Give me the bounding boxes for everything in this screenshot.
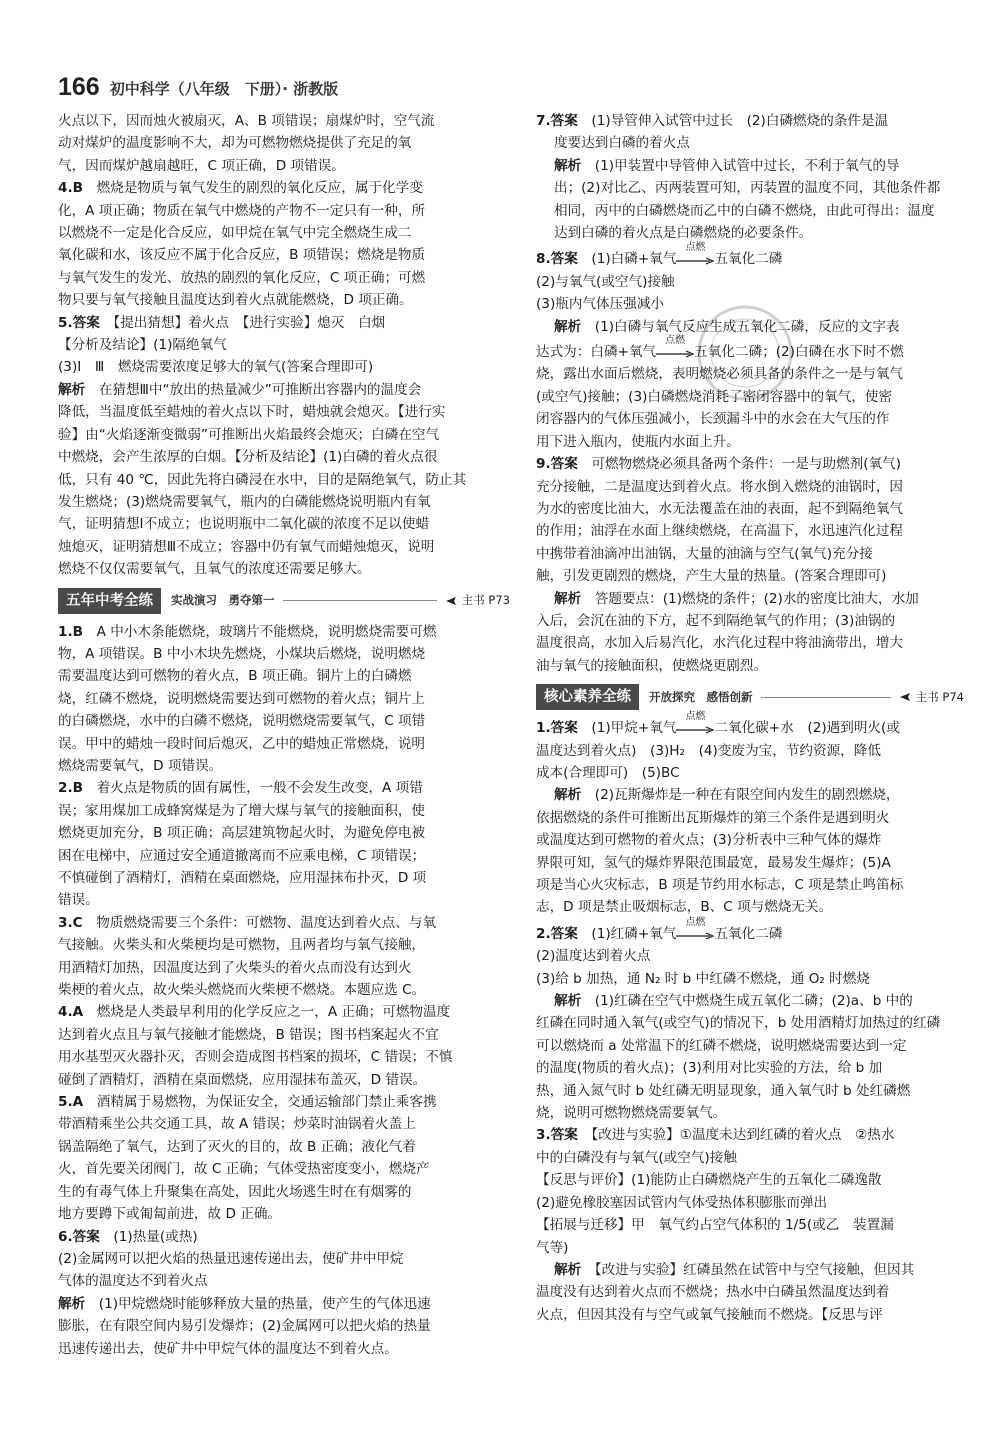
section-title: 五年中考全练 xyxy=(58,588,161,614)
text-line: 依据燃烧的条件可推断出瓦斯爆炸的第三个条件是遇到明火 xyxy=(536,809,890,826)
text-line: 红磷在同时通入氧气(或空气)的情况下，b 处用酒精灯加热过的红磷 xyxy=(536,1015,941,1032)
analysis-label: 解析 xyxy=(554,318,582,335)
answer-number: 6.答案 xyxy=(58,1228,100,1245)
text-line: 答题要点：(1)燃烧的条件；(2)水的密度比油大，水加 xyxy=(594,590,919,607)
equation-reactants: (1)甲烷+氧气 xyxy=(591,720,677,737)
text-line: 低，只有 40 ℃，因此先将白磷浸在水中，目的是隔绝氧气，防止其 xyxy=(58,471,467,488)
text-line: 入后，会沉在油的下方，起不到隔绝氧气的作用；(3)油锅的 xyxy=(536,612,896,629)
text-line: 度要达到白磷的着火点 xyxy=(554,135,690,152)
text-line: 物，A 项错误。B 中小木块先燃烧，小煤块后燃烧，说明燃烧 xyxy=(58,645,426,662)
answer-5 xyxy=(58,312,510,581)
reaction-condition: 点燃 xyxy=(665,335,686,347)
text-line: 出；(2)对比乙、丙两装置可知，丙装置的温度不同，其他条件都 xyxy=(554,180,941,197)
text-line: 温度没有达到着火点而不燃烧；热水中白磷虽然温度达到着 xyxy=(536,1284,890,1301)
analysis-label: 解析 xyxy=(554,787,582,804)
answer-number: 5.A xyxy=(58,1094,84,1111)
text-line: (3)Ⅰ Ⅲ 燃烧需要浓度足够大的氧气(答案合理即可) xyxy=(58,359,374,376)
text-line: (或空气)接触；(3)白磷燃烧消耗了密闭容器中的氧气，使密 xyxy=(536,388,893,405)
answer-number: 4.A xyxy=(58,1004,84,1021)
text-line: A 中小木条能燃烧，玻璃片不能燃烧，说明燃烧需要可燃 xyxy=(96,623,437,640)
answer-number: 8.答案 xyxy=(536,251,578,268)
core-answer-1 xyxy=(536,711,964,919)
text-line: 【分析及结论】(1)隔绝氧气 xyxy=(58,337,227,354)
exam-answer-1 xyxy=(58,621,510,778)
text-line: 误。甲中的蜡烛一段时间后熄灭，乙中的蜡烛正常燃烧，说明 xyxy=(58,735,426,752)
equation-products: 五氧化二磷 xyxy=(714,925,783,942)
text-line: 与氧气发生的发光、放热的剧烈的氧化反应，C 项正确；可燃 xyxy=(58,269,426,286)
section-subtitle: 开放探究 感悟创新 xyxy=(649,689,753,704)
section-divider xyxy=(283,600,437,601)
text-line: 错误。 xyxy=(58,892,99,909)
text-line: 烧，红磷不燃烧，说明燃烧需要达到可燃物的着火点；铜片上 xyxy=(58,690,426,707)
text-line: 物质燃烧需要三个条件：可燃物、温度达到着火点、与氧 xyxy=(96,914,437,931)
page-number: 166 xyxy=(58,73,100,101)
text-line: 气体的温度达不到着火点 xyxy=(58,1273,208,1290)
pointer-arrow-icon xyxy=(899,692,913,702)
answer-number: 4.B xyxy=(58,180,83,197)
page-header xyxy=(58,70,958,100)
text-line: 需要温度达到可燃物的着火点，B 项正确。铜片上的白磷燃 xyxy=(58,668,412,685)
text-line: 用酒精灯加热，因温度达到了火柴头的着火点而没有达到火 xyxy=(58,959,412,976)
text-line: 燃烧不仅仅需要氧气，且氧气的浓度还需要足够大。 xyxy=(58,561,371,578)
text-line: 燃烧是人类最早利用的化学反应之一，A 正确；可燃物温度 xyxy=(96,1004,451,1021)
reaction-condition: 点燃 xyxy=(685,242,706,254)
text-line: 误；家用煤加工成蜂窝煤是为了增大煤与氧气的接触面积，使 xyxy=(58,802,426,819)
text-line: 的温度(物质的着火点)；(3)利用对比实验的方法，给 b 加 xyxy=(536,1060,883,1077)
text-line: 闭容器内的气体压强减小，长颈漏斗中的水会在大气压的作 xyxy=(536,411,890,428)
text-line: 【拓展与迁移】甲 氧气约占空气体积的 1/5(或乙 装置漏 xyxy=(536,1217,894,1234)
core-answer-2 xyxy=(536,916,964,1125)
answer-number: 2.答案 xyxy=(536,925,578,942)
answer-number: 9.答案 xyxy=(536,456,578,473)
text-line: 带酒精乘坐公共交通工具，故 A 错误；炒菜时油锅着火盖上 xyxy=(58,1116,416,1133)
text-line: 【改进与实验】①温度未达到红磷的着火点 ②热水 xyxy=(591,1127,895,1144)
text-line: 温度达到着火点) (3)H₂ (4)变废为宝，节约资源，降低 xyxy=(536,742,881,759)
text-line: 用下进入瓶内，使瓶内水面上升。 xyxy=(536,433,740,450)
book-title: 初中科学（八年级 下册）· 浙教版 xyxy=(109,80,339,98)
equation-reactants: (1)红磷+氧气 xyxy=(591,925,677,942)
text-line: 可燃物燃烧必须具备两个条件：一是与助燃剂(氧气) xyxy=(591,456,902,473)
text-line: 中携带着油滴冲出油锅，大量的油滴与空气(氧气)充分接 xyxy=(536,545,873,562)
text-line: 锅盖隔绝了氧气，达到了灭火的目的，故 B 正确；液化气着 xyxy=(58,1138,416,1155)
text-line: 志，D 项是禁止吸烟标志，B、C 项与燃烧无关。 xyxy=(536,899,833,916)
text-line: 达到白磷的着火点是白磷燃烧的必要条件。 xyxy=(554,225,813,242)
text-line: 发生燃烧；(3)燃烧需要氧气，瓶内的白磷能燃烧说明瓶内有氧 xyxy=(58,493,431,510)
section-reference xyxy=(445,589,510,611)
text-line: 烧，说明可燃物燃烧需要氧气。 xyxy=(536,1105,727,1122)
text-line: 达到着火点且与氧气接触才能燃烧，B 错误；图书档案起火不宜 xyxy=(58,1026,439,1043)
answer-number: 3.C xyxy=(58,914,83,931)
reference-text: 主书 P73 xyxy=(461,593,510,608)
reaction-arrow xyxy=(656,335,694,359)
text-line: 不慎碰倒了酒精灯，酒精在桌面燃烧，应用湿抹布扑灭，D 项 xyxy=(58,870,427,886)
reaction-condition: 点燃 xyxy=(685,711,706,723)
text-line: 界限可知，氢气的爆炸界限范围最宽，最易发生爆炸；(5)A xyxy=(536,854,891,871)
reaction-arrow xyxy=(676,242,714,266)
text-line: 困在电梯中，应通过安全通道撤离而不应乘电梯，C 项错误； xyxy=(58,847,426,864)
equation-products: 五氧化二磷 xyxy=(714,251,783,268)
text-line: (1)甲装置中导管伸入试管中过长，不利于氧气的导 xyxy=(594,157,900,174)
exam-answer-4 xyxy=(58,1001,510,1091)
text-line: 五氧化二磷；(2)白磷在水下时不燃 xyxy=(694,344,904,361)
exam-answer-5 xyxy=(58,1091,510,1225)
section-divider xyxy=(761,697,891,698)
text-line: 验】由“火焰逐渐变微弱”可推断出火焰最终会熄灭；白磷在空气 xyxy=(58,426,440,443)
right-arrow-icon xyxy=(656,350,694,358)
section-subtitle: 实战演习 勇夺第一 xyxy=(171,593,275,608)
text-line: 油与氧气的接触面积，使燃烧更剧烈。 xyxy=(536,657,768,674)
text-line: 温度很高，水加入后易汽化，水汽化过程中将油滴带出，增大 xyxy=(536,635,904,652)
text-line: 动对煤炉的温度影响不大，却为可燃物燃烧提供了充足的氧 xyxy=(58,135,412,152)
reaction-arrow xyxy=(676,916,714,941)
text-line: 以燃烧不一定是化合反应，如甲烷在氧气中完全燃烧生成二 xyxy=(58,225,412,242)
text-line: 气，证明猜想Ⅰ不成立；也说明瓶中二氧化碳的浓度不足以使蜡 xyxy=(58,516,430,533)
exam-answer-2 xyxy=(58,777,510,911)
text-line: 着火点是物质的固有属性，一般不会发生改变，A 项错 xyxy=(96,780,423,797)
answer-number: 1.答案 xyxy=(536,720,578,737)
text-line: (2)瓦斯爆炸是一种在有限空间内发生的剧烈燃烧， xyxy=(594,787,900,804)
section-header-exam xyxy=(58,587,510,615)
text-line: (3)瓶内气体压强减小 xyxy=(536,296,665,313)
answer-number: 5.答案 xyxy=(58,314,100,331)
text-line: (1)导管伸入试管中过长 (2)白磷燃烧的条件是温 xyxy=(591,113,889,129)
text-line: 项是当心火灾标志，B 项是节约用水标志，C 项是禁止鸣笛标 xyxy=(536,877,904,893)
text-line: 烛熄灭，证明猜想Ⅲ不成立；容器中仍有氧气而蜡烛熄灭，说明 xyxy=(58,538,435,555)
text-line: 充分接触，二是温度达到着火点。将水倒入燃烧的油锅时，因 xyxy=(536,478,904,495)
exam-answer-3 xyxy=(58,912,510,1002)
analysis-label: 解析 xyxy=(554,1261,582,1278)
text-line: 化，A 项正确；物质在氧气中燃烧的产物不一定只有一种，所 xyxy=(58,202,426,219)
right-arrow-icon xyxy=(676,257,714,265)
analysis-label: 解析 xyxy=(58,381,86,398)
text-line: 【反思与评价】(1)能防止白磷燃烧产生的五氧化二磷逸散 xyxy=(536,1172,882,1189)
section-reference xyxy=(899,686,964,708)
text-line: 物只要与氧气接触且温度达到着火点就能燃烧，D 项正确。 xyxy=(58,292,413,309)
text-line: 达式为：白磷+氧气 xyxy=(536,344,657,361)
exam-answer-6 xyxy=(58,1226,510,1360)
text-line: (3)给 b 加热，通 N₂ 时 b 中红磷不燃烧，通 O₂ 时燃烧 xyxy=(536,970,870,987)
analysis-label: 解析 xyxy=(554,993,582,1010)
text-line: 气接触。火柴头和火柴梗均是可燃物，且两者均与氧气接触， xyxy=(58,937,426,954)
text-line: 火点，但因其没有与空气或氧气接触而不燃烧。【反思与评 xyxy=(536,1306,883,1323)
text-line: 燃烧更加充分，B 项正确；高层建筑物起火时，为避免停电被 xyxy=(58,825,426,842)
text-line: 火，首先要关闭阀门，故 C 正确；气体受热密度变小，燃烧产 xyxy=(58,1161,430,1178)
text-line: 氧化碳和水，该反应不属于化合反应，B 项错误；燃烧是物质 xyxy=(58,247,426,264)
core-answer-3 xyxy=(536,1124,964,1326)
reaction-condition: 点燃 xyxy=(685,916,706,928)
text-line: 用水基型灭火器扑灭，否则会造成图书档案的损坏，C 错误；不慎 xyxy=(58,1049,453,1066)
text-line: 热，通入氮气时 b 处红磷无明显现象，通入氧气时 b 处红磷燃 xyxy=(536,1082,911,1099)
text-line: 可以燃烧而 a 处常温下的红磷不燃烧，说明燃烧需要达到一定 xyxy=(536,1037,907,1054)
text-line: 为水的密度比油大，水无法覆盖在油的表面，起不到隔绝氧气 xyxy=(536,500,904,517)
text-line: 降低，当温度低至蜡烛的着火点以下时，蜡烛就会熄灭。【进行实 xyxy=(58,404,446,421)
answer-4 xyxy=(58,177,510,311)
text-line: (2)与氧气(或空气)接触 xyxy=(536,273,675,290)
text-line: 中的白磷没有与氧气(或空气)接触 xyxy=(536,1149,737,1166)
answer-number: 2.B xyxy=(58,780,83,797)
right-arrow-icon xyxy=(676,726,714,734)
answer-9 xyxy=(536,453,964,677)
analysis-label: 解析 xyxy=(554,590,582,607)
text-line: 火点以下，因而烛火被扇灭，A、B 项错误；扇煤炉时，空气流 xyxy=(58,113,435,129)
right-column xyxy=(536,110,964,1326)
section-header-core xyxy=(536,683,964,711)
analysis-label: 解析 xyxy=(58,1295,86,1312)
text-line: 中燃烧，会产生浓厚的白烟。【分析及结论】(1)白磷的着火点很 xyxy=(58,449,438,466)
reference-text: 主书 P74 xyxy=(915,689,964,704)
text-line: 的作用；油浮在水面上继续燃烧，在高温下，水迅速汽化过程 xyxy=(536,523,904,540)
answer-number: 3.答案 xyxy=(536,1127,578,1144)
text-line: 成本(合理即可) (5)BC xyxy=(536,764,680,781)
answer-number: 7.答案 xyxy=(536,113,578,129)
intro-block xyxy=(58,110,510,177)
text-line: 膨胀，在有限空间内易引发爆炸；(2)金属网可以把火焰的热量 xyxy=(58,1318,431,1335)
text-line: 气，因而煤炉越扇越旺，C 项正确，D 项错误。 xyxy=(58,157,345,174)
left-column xyxy=(58,110,510,1360)
text-line: (1)红磷在空气中燃烧生成五氧化二磷；(2)a、b 中的 xyxy=(594,993,913,1010)
answer-7 xyxy=(536,110,964,244)
equation-reactants: (1)白磷+氧气 xyxy=(591,251,677,268)
text-line: (2)避免橡胶塞因试管内气体受热体积膨胀而弹出 xyxy=(536,1194,828,1211)
text-line: (1)白磷与氧气反应生成五氧化二磷，反应的文字表 xyxy=(594,318,900,335)
text-line: (1)甲烷燃烧时能够释放大量的热量，使产生的气体迅速 xyxy=(98,1295,431,1312)
text-line: 柴梗的着火点，故火柴头燃烧而火柴梗不燃烧。本题应选 C。 xyxy=(58,982,426,999)
pointer-arrow-icon xyxy=(445,596,459,606)
text-line: 燃烧是物质与氧气发生的剧烈的氧化反应，属于化学变 xyxy=(96,180,423,197)
answer-number: 1.B xyxy=(58,623,83,640)
text-line: 烧，露出水面后燃烧，表明燃烧必须具备的条件之一是与氧气 xyxy=(536,366,904,383)
text-line: 在猜想Ⅲ中“放出的热量减少”可推断出容器内的温度会 xyxy=(98,381,422,398)
text-line: 生的有毒气体上升聚集在高处，因此火场逃生时在有烟雾的 xyxy=(58,1183,412,1200)
right-arrow-icon xyxy=(676,932,714,940)
text-line: (2)金属网可以把火焰的热量迅速传递出去，使矿井中甲烷 xyxy=(58,1250,404,1267)
text-line: 碰倒了酒精灯，酒精在桌面燃烧，应用湿抹布盖灭，D 错误。 xyxy=(58,1071,427,1088)
text-line: (1)热量(或热) xyxy=(113,1228,198,1245)
text-line: 【改进与实验】红磷虽然在试管中与空气接触，但因其 xyxy=(594,1261,915,1278)
equation-products: 二氧化碳+水 (2)遇到明火(或 xyxy=(714,720,900,737)
text-line: 触，引发更剧烈的燃烧，产生大量的热量。(答案合理即可) xyxy=(536,568,887,585)
answer-8 xyxy=(536,242,964,453)
text-line: 迅速传递出去，使矿井中甲烷气体的温度达不到着火点。 xyxy=(58,1340,398,1357)
text-line: 或温度达到可燃物的着火点；(3)分析表中三种气体的爆炸 xyxy=(536,832,882,849)
section-title: 核心素养全练 xyxy=(536,684,639,710)
analysis-label: 解析 xyxy=(554,157,582,174)
text-line: 相同，丙中的白磷燃烧而乙中的白磷不燃烧，由此可得出：温度 xyxy=(554,202,935,219)
text-line: 酒精属于易燃物，为保证安全，交通运输部门禁止乘客携 xyxy=(96,1094,437,1111)
reaction-arrow xyxy=(676,711,714,735)
text-line: 气等) xyxy=(536,1239,569,1256)
text-line: 的白磷燃烧，水中的白磷不燃烧，说明燃烧需要氧气，C 项错 xyxy=(58,713,426,730)
text-line: (2)温度达到着火点 xyxy=(536,948,651,965)
text-line: 地方要蹲下或匍匐前进，故 D 正确。 xyxy=(58,1206,282,1223)
text-line: 【提出猜想】着火点 【进行实验】熄灭 白烟 xyxy=(113,314,386,331)
text-line: 燃烧需要氧气，D 项错误。 xyxy=(58,757,223,774)
